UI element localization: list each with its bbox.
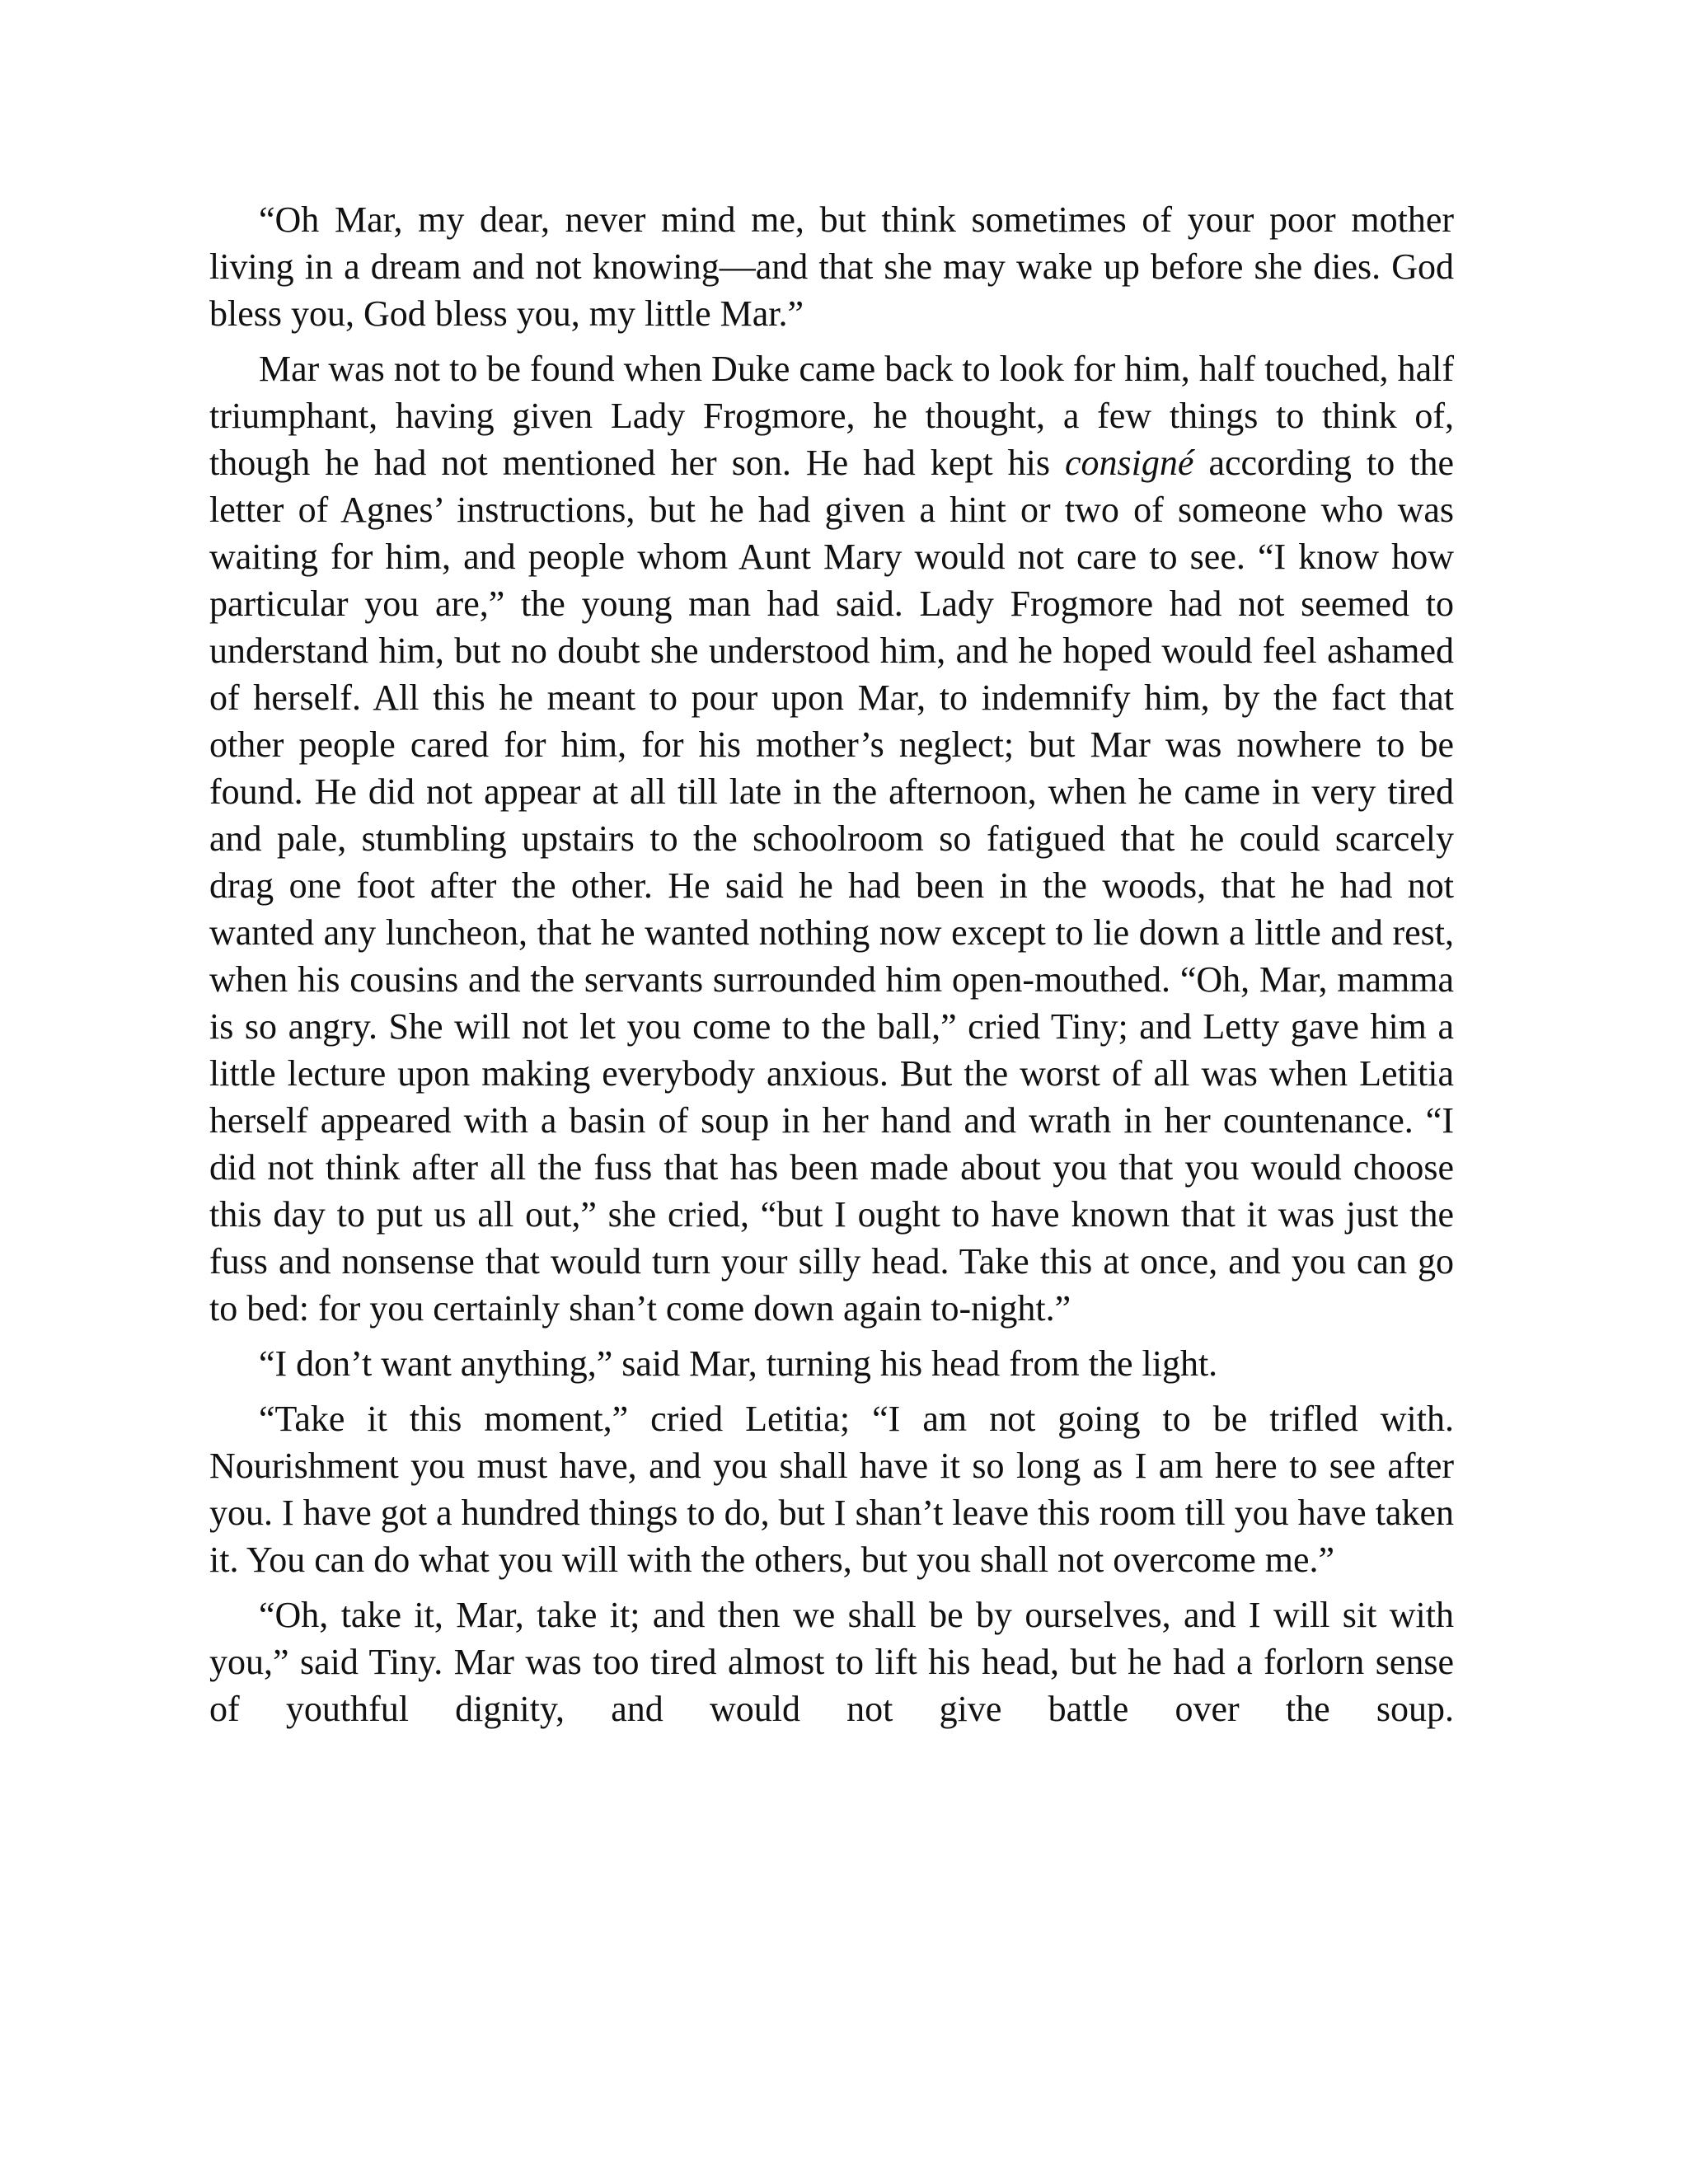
paragraph-text-after: according to the letter of Agnes’ instructions, but he had given a hint or two of someone who was waiting for him, and people whom Aunt Mary would not care to see. “I know how particular you are,” the young man had said. Lady Frogmore had not seemed to understand him, but no doubt she understood him, and he hoped would feel ashamed of herself. All this he meant to pour upon Mar, to indemnify him, by the fact that other people cared for him, for his mother’s neglect; but Mar was nowhere to be found. He did not appear at all till late in the afternoon, when he came in very tired and pale, stumbling upstairs to the schoolroom so fatigued that he could scarcely drag one foot after the other. He said he had been in the woods, that he had not wanted any luncheon, that he wanted nothing now except to lie down a little and rest, when his cousins and the servants surrounded him open-mouthed. “Oh, Mar, mamma is so angry. She will not let you come to the ball,” cried Tiny; and Letty gave him a little lecture upon making everybody anxious. But the worst of all was when Letitia herself appeared with a basin of soup in her hand and wrath in her countenance. “I did not think after all the fuss that has been made about you that you would choose this day to put us all out,” she cried, “but I ought to have known that it was just the fuss and nonsense that would turn your silly head. Take this at once, and you can go to bed: for you certainly shan’t come down again to-night.” xyxy=(209,443,1454,1329)
paragraph-tiny-pleads: “Oh, take it, Mar, take it; and then we shall be by ourselves, and I will sit with you,” said Tiny. Mar was too tired almost to lift his head, but he had a forlorn sense of youthful dignity, and would not give battle over the soup. xyxy=(209,1595,1454,1729)
paragraph-text-before: Mar was not to be found when Duke came back to look for him, half touched, half triumphant, having given Lady Frogmore, he thought, a few things to think of, though he had not mentioned her son. He had kept his xyxy=(209,349,1454,483)
paragraph-letitia-insists: “Take it this moment,” cried Letitia; “I am not going to be trifled with. Nourishment you must have, and you shall have it so long as I am here to see after you. I have got a hundred things to do, but I shan’t leave this room till you have taken it. You can do what you will with the others, but you shall not overcome me.” xyxy=(209,1399,1454,1580)
page-body xyxy=(209,196,1454,1741)
paragraph-mar-missing xyxy=(209,345,1454,1332)
paragraph-mother-blessing: “Oh Mar, my dear, never mind me, but think sometimes of your poor mother living in a dream and not knowing—and that she may wake up before she dies. God bless you, God bless you, my little Mar.” xyxy=(209,199,1454,334)
paragraph-mar-reply: “I don’t want anything,” said Mar, turning his head from the light. xyxy=(259,1343,1218,1384)
italic-word-consigne: consigné xyxy=(1065,443,1194,483)
